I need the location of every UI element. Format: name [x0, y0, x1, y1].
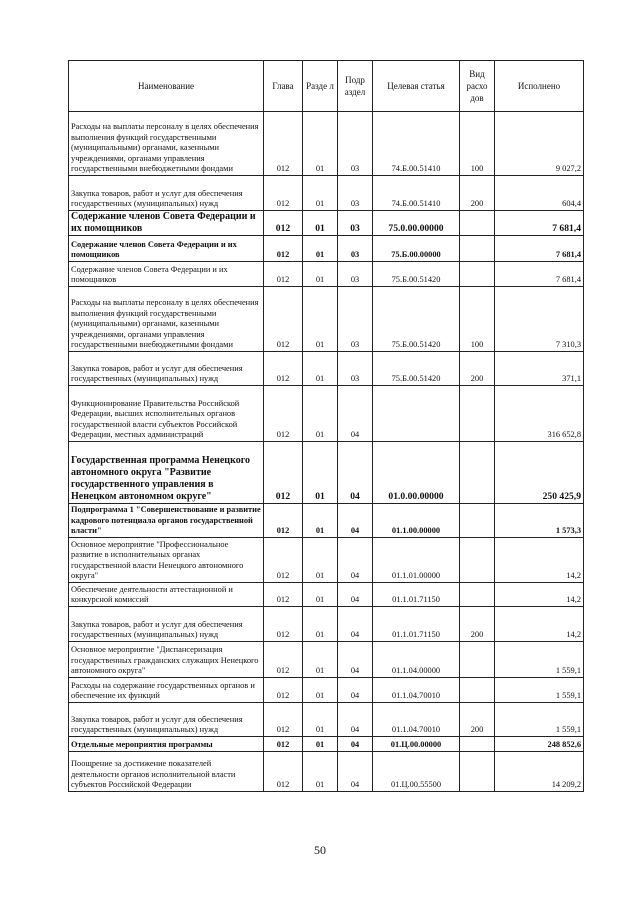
row-podrazdel: 03 [338, 112, 373, 176]
row-glava: 012 [264, 352, 303, 386]
row-podrazdel: 04 [338, 737, 373, 752]
row-ispolneno: 14,2 [495, 607, 584, 642]
row-stat: 74.Б.00.51410 [373, 112, 460, 176]
row-stat: 01.Ц.00.00000 [373, 737, 460, 752]
row-razdel: 01 [303, 386, 338, 442]
row-stat: 75.Б.00.00000 [373, 236, 460, 262]
header-ispolneno: Исполнено [495, 61, 584, 112]
row-vid [460, 583, 495, 607]
row-name: Закупка товаров, работ и услуг для обеспечения государственных (муниципальных) нужд [69, 352, 264, 386]
row-vid: 100 [460, 112, 495, 176]
row-vid [460, 737, 495, 752]
row-vid [460, 211, 495, 236]
row-glava: 012 [264, 703, 303, 737]
row-ispolneno: 7 310,3 [495, 287, 584, 352]
row-razdel: 01 [303, 352, 338, 386]
row-podrazdel: 03 [338, 236, 373, 262]
row-razdel: 01 [303, 112, 338, 176]
row-podrazdel: 03 [338, 352, 373, 386]
row-glava: 012 [264, 737, 303, 752]
budget-execution-table [68, 60, 584, 792]
row-vid [460, 236, 495, 262]
row-stat: 01.1.04.70010 [373, 703, 460, 737]
row-name: Обеспечение деятельности аттестационной и конкурсной комиссий [69, 583, 264, 607]
row-razdel: 01 [303, 737, 338, 752]
table-row [69, 504, 584, 538]
row-glava: 012 [264, 678, 303, 703]
row-ispolneno: 1 559,1 [495, 703, 584, 737]
row-name: Содержание членов Совета Федерации и их помощников [69, 236, 264, 262]
row-vid [460, 752, 495, 792]
row-name: Закупка товаров, работ и услуг для обеспечения государственных (муниципальных) нужд [69, 607, 264, 642]
row-ispolneno: 248 852,6 [495, 737, 584, 752]
row-glava: 012 [264, 538, 303, 583]
row-glava: 012 [264, 262, 303, 287]
row-vid: 200 [460, 703, 495, 737]
row-razdel: 01 [303, 607, 338, 642]
row-vid [460, 262, 495, 287]
row-stat: 75.Б.00.51420 [373, 352, 460, 386]
row-podrazdel: 04 [338, 678, 373, 703]
row-vid: 100 [460, 287, 495, 352]
row-podrazdel: 03 [338, 211, 373, 236]
row-podrazdel: 04 [338, 642, 373, 678]
row-name: Содержание членов Совета Федерации и их помощников [69, 211, 264, 236]
header-stat: Целевая статья [373, 61, 460, 112]
row-glava: 012 [264, 504, 303, 538]
table-row [69, 287, 584, 352]
table-row [69, 442, 584, 504]
row-stat: 01.1.00.00000 [373, 504, 460, 538]
row-ispolneno: 7 681,4 [495, 211, 584, 236]
row-podrazdel: 04 [338, 386, 373, 442]
row-stat: 74.Б.00.51410 [373, 176, 460, 211]
row-razdel: 01 [303, 211, 338, 236]
row-ispolneno: 1 559,1 [495, 678, 584, 703]
table-row [69, 583, 584, 607]
row-vid [460, 678, 495, 703]
table-row [69, 211, 584, 236]
row-name: Основное мероприятие "Профессиональное развитие в исполнительных органах государственной власти Ненецкого автономного округа" [69, 538, 264, 583]
header-podrazdel: Подр аздел [338, 61, 373, 112]
row-razdel: 01 [303, 583, 338, 607]
row-name: Расходы на выплаты персоналу в целях обеспечения выполнения функций государственными (муниципальными) органами, казенными учреждениями, органами управления государственными внебюджетными фондами [69, 287, 264, 352]
row-glava: 012 [264, 442, 303, 504]
header-glava: Глава [264, 61, 303, 112]
row-name: Подпрограмма 1 "Совершенствование и развитие кадрового потенциала органов государственной власти" [69, 504, 264, 538]
row-glava: 012 [264, 112, 303, 176]
row-name: Отдельные мероприятия программы [69, 737, 264, 752]
row-glava: 012 [264, 642, 303, 678]
row-ispolneno: 14,2 [495, 583, 584, 607]
row-stat: 75.Б.00.51420 [373, 287, 460, 352]
row-razdel: 01 [303, 538, 338, 583]
table-row [69, 752, 584, 792]
row-ispolneno: 7 681,4 [495, 236, 584, 262]
table-row [69, 642, 584, 678]
table-row [69, 703, 584, 737]
row-podrazdel: 04 [338, 703, 373, 737]
row-podrazdel: 03 [338, 176, 373, 211]
row-razdel: 01 [303, 752, 338, 792]
row-glava: 012 [264, 583, 303, 607]
row-ispolneno: 316 652,8 [495, 386, 584, 442]
table-row [69, 538, 584, 583]
row-stat: 01.1.04.00000 [373, 642, 460, 678]
table-row [69, 236, 584, 262]
table-row [69, 176, 584, 211]
row-stat: 01.1.04.70010 [373, 678, 460, 703]
row-stat: 01.1.01.71150 [373, 583, 460, 607]
row-glava: 012 [264, 176, 303, 211]
row-podrazdel: 04 [338, 442, 373, 504]
row-vid: 200 [460, 352, 495, 386]
row-vid [460, 442, 495, 504]
row-razdel: 01 [303, 262, 338, 287]
row-name: Поощрение за достижение показателей деятельности органов исполнительной власти субъектов Российской Федерации [69, 752, 264, 792]
row-stat: 75.0.00.00000 [373, 211, 460, 236]
table-header [69, 61, 584, 112]
header-razdel: Разде л [303, 61, 338, 112]
row-name: Закупка товаров, работ и услуг для обеспечения государственных (муниципальных) нужд [69, 176, 264, 211]
row-name: Закупка товаров, работ и услуг для обеспечения государственных (муниципальных) нужд [69, 703, 264, 737]
row-stat [373, 386, 460, 442]
row-razdel: 01 [303, 176, 338, 211]
row-glava: 012 [264, 211, 303, 236]
row-name: Расходы на содержание государственных органов и обеспечение их функций [69, 678, 264, 703]
row-podrazdel: 03 [338, 287, 373, 352]
row-glava: 012 [264, 236, 303, 262]
row-ispolneno: 1 573,3 [495, 504, 584, 538]
row-vid: 200 [460, 176, 495, 211]
header-vid: Вид расхо дов [460, 61, 495, 112]
row-razdel: 01 [303, 287, 338, 352]
row-name: Расходы на выплаты персоналу в целях обеспечения выполнения функций государственными (муниципальными) органами, казенными учреждениями, органами управления государственными внебюджетными фондами [69, 112, 264, 176]
table-row [69, 386, 584, 442]
row-ispolneno: 371,1 [495, 352, 584, 386]
row-podrazdel: 04 [338, 607, 373, 642]
row-stat: 01.Ц.00.55500 [373, 752, 460, 792]
row-ispolneno: 7 681,4 [495, 262, 584, 287]
row-vid: 200 [460, 607, 495, 642]
row-razdel: 01 [303, 236, 338, 262]
row-glava: 012 [264, 607, 303, 642]
row-glava: 012 [264, 287, 303, 352]
row-ispolneno: 14,2 [495, 538, 584, 583]
row-ispolneno: 604,4 [495, 176, 584, 211]
row-ispolneno: 250 425,9 [495, 442, 584, 504]
row-podrazdel: 04 [338, 752, 373, 792]
row-stat: 01.1.01.71150 [373, 607, 460, 642]
row-podrazdel: 04 [338, 583, 373, 607]
row-glava: 012 [264, 386, 303, 442]
row-vid [460, 504, 495, 538]
row-vid [460, 386, 495, 442]
row-vid [460, 538, 495, 583]
row-name: Основное мероприятие "Диспансеризация государственных гражданских служащих Ненецкого автономного округа" [69, 642, 264, 678]
row-vid [460, 642, 495, 678]
table-row [69, 352, 584, 386]
row-name: Функционирование Правительства Российской Федерации, высших исполнительных органов государственной власти субъектов Российской Федерации, местных администраций [69, 386, 264, 442]
table-row [69, 678, 584, 703]
row-glava: 012 [264, 752, 303, 792]
header-name: Наименование [69, 61, 264, 112]
table-row [69, 262, 584, 287]
row-razdel: 01 [303, 678, 338, 703]
row-ispolneno: 14 209,2 [495, 752, 584, 792]
row-name: Государственная программа Ненецкого автономного округа "Развитие государственного управления в Ненецком автономном округе" [69, 442, 264, 504]
row-razdel: 01 [303, 442, 338, 504]
page-number: 50 [314, 843, 326, 857]
row-razdel: 01 [303, 504, 338, 538]
row-stat: 01.1.01.00000 [373, 538, 460, 583]
row-ispolneno: 9 027,2 [495, 112, 584, 176]
row-stat: 75.Б.00.51420 [373, 262, 460, 287]
row-stat: 01.0.00.00000 [373, 442, 460, 504]
row-podrazdel: 04 [338, 538, 373, 583]
table-row [69, 607, 584, 642]
row-ispolneno: 1 559,1 [495, 642, 584, 678]
row-podrazdel: 04 [338, 504, 373, 538]
row-razdel: 01 [303, 642, 338, 678]
row-podrazdel: 03 [338, 262, 373, 287]
row-name: Содержание членов Совета Федерации и их помощников [69, 262, 264, 287]
table-row [69, 737, 584, 752]
row-razdel: 01 [303, 703, 338, 737]
table-row [69, 112, 584, 176]
